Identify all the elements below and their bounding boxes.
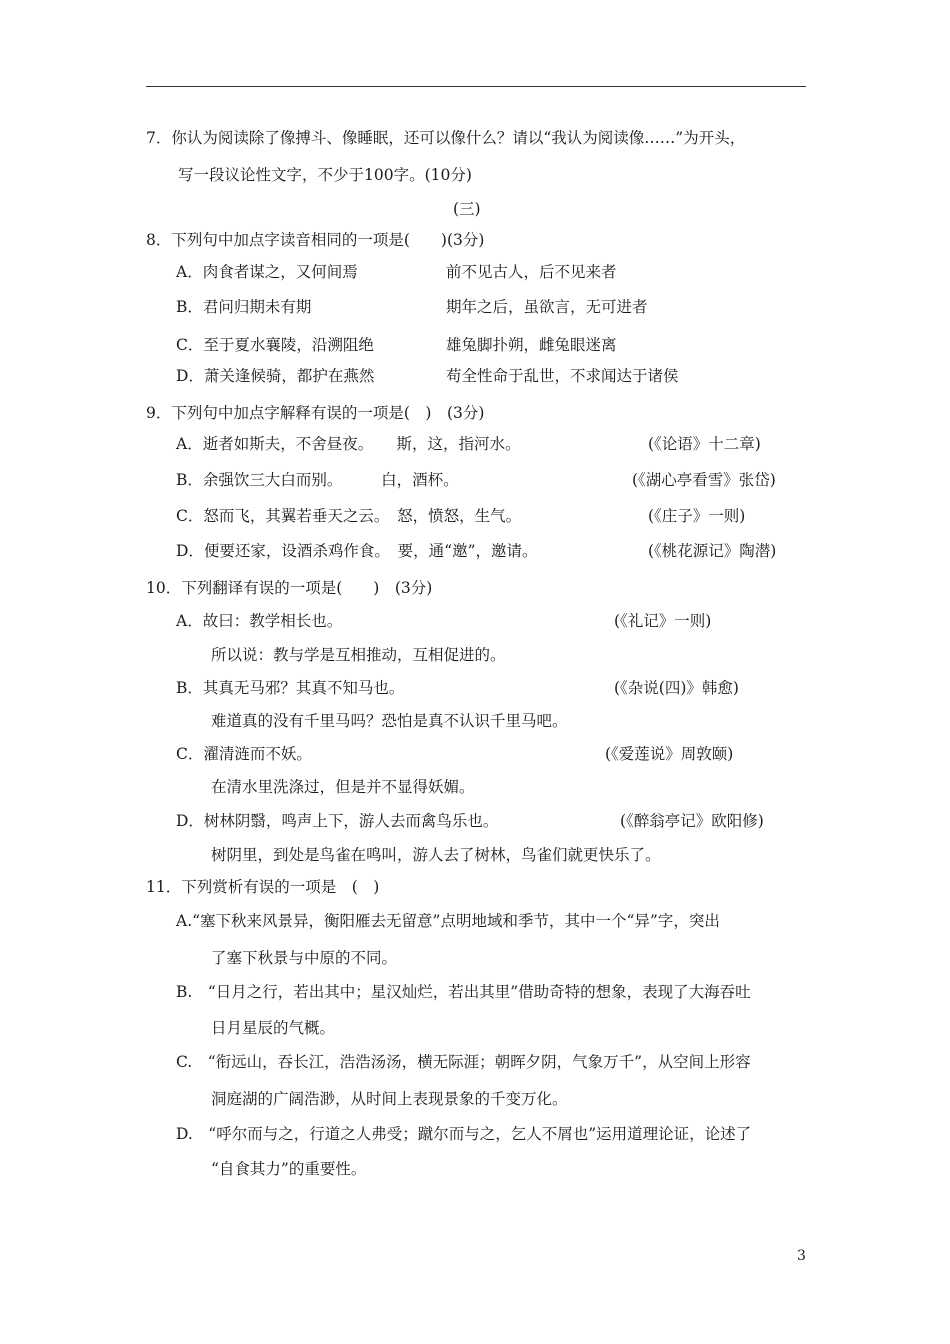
q11-option-c-line1: C. “衔远山，吞长江，浩浩汤汤，横无际涯；朝晖夕阴，气象万千”，从空间上形容	[176, 1053, 751, 1071]
q11-option-a-line2: 了塞下秋景与中原的不同。	[211, 949, 398, 967]
page-number: 3	[797, 1248, 806, 1264]
q9-stem: 9．下列句中加点字解释有误的一项是( ) (3分)	[146, 404, 485, 422]
q11-option-d-line1: D. “呼尔而与之，行道之人弗受；蹴尔而与之，乞人不屑也”运用道理论证，论述了	[176, 1125, 752, 1143]
q8-option-a-left: A．肉食者谋之，又何间焉	[176, 263, 358, 281]
q10-option-d-translation: 树阴里，到处是鸟雀在鸣叫，游人去了树林，鸟雀们就更快乐了。	[211, 846, 661, 864]
q9-option-d-source: (《桃花源记》陶潜)	[648, 542, 777, 560]
q10-option-a-source: (《礼记》一则)	[614, 612, 712, 630]
q10-option-c-translation: 在清水里洗涤过，但是并不显得妖媚。	[211, 778, 475, 796]
q11-stem: 11．下列赏析有误的一项是 ( )	[146, 878, 380, 896]
q10-option-d-source: (《醉翁亭记》欧阳修)	[620, 812, 764, 830]
q11-option-c-line2: 洞庭湖的广阔浩渺，从时间上表现景象的千变万化。	[211, 1090, 568, 1108]
q8-option-c-left: C．至于夏水襄陵，沿溯阻绝	[176, 336, 374, 354]
q9-option-a: A．逝者如斯夫，不舍昼夜。 斯，这，指河水。	[176, 435, 521, 453]
q8-option-d-left: D．萧关逢候骑，都护在燕然	[176, 367, 375, 385]
q9-option-d: D．便要还家，设酒杀鸡作食。 要，通“邀”，邀请。	[176, 542, 538, 560]
q10-option-d: D．树林阴翳，鸣声上下，游人去而禽鸟乐也。	[176, 812, 499, 830]
q10-option-b: B．其真无马邪？其真不知马也。	[176, 679, 405, 697]
q9-option-c-source: (《庄子》一则)	[648, 507, 746, 525]
q11-option-b-line1: B. “日月之行，若出其中；星汉灿烂，若出其里”借助奇特的想象，表现了大海吞吐	[176, 983, 751, 1001]
q8-option-d-right: 苟全性命于乱世，不求闻达于诸侯	[446, 367, 679, 385]
q8-option-b-left: B．君问归期未有期	[176, 298, 312, 316]
q11-option-b-line2: 日月星辰的气概。	[211, 1019, 336, 1037]
q9-option-a-source: (《论语》十二章)	[648, 435, 761, 453]
q8-stem: 8．下列句中加点字读音相同的一项是( )(3分)	[146, 231, 485, 249]
q8-option-b-right: 期年之后，虽欲言，无可进者	[446, 298, 648, 316]
header-rule	[146, 86, 806, 87]
q10-stem: 10．下列翻译有误的一项是( ) (3分)	[146, 579, 433, 597]
q9-option-c: C．怒而飞，其翼若垂天之云。 怒，愤怒，生气。	[176, 507, 522, 525]
q11-option-d-line2: “自食其力”的重要性。	[211, 1160, 367, 1178]
q10-option-c-source: (《爱莲说》周敦颐)	[605, 745, 734, 763]
q8-option-c-right: 雄兔脚扑朔，雌兔眼迷离	[446, 336, 617, 354]
q9-option-b: B．余强饮三大白而别。 白，酒杯。	[176, 471, 459, 489]
q11-option-a-line1: A.“塞下秋来风景异，衡阳雁去无留意”点明地域和季节，其中一个“异”字，突出	[176, 912, 720, 930]
q10-option-b-translation: 难道真的没有千里马吗？恐怕是真不认识千里马吧。	[211, 712, 568, 730]
q8-option-a-right: 前不见古人，后不见来者	[446, 263, 617, 281]
q7-line1: 7．你认为阅读除了像搏斗、像睡眠，还可以像什么？请以“我认为阅读像……”为开头，	[146, 129, 746, 147]
section-title: (三)	[453, 200, 481, 218]
q9-option-b-source: (《湖心亭看雪》张岱)	[632, 471, 776, 489]
q10-option-c: C．濯清涟而不妖。	[176, 745, 312, 763]
q10-option-a: A．故曰：教学相长也。	[176, 612, 343, 630]
q7-line2: 写一段议论性文字，不少于100字。(10分)	[178, 166, 472, 184]
q10-option-a-translation: 所以说：教与学是互相推动，互相促进的。	[211, 646, 506, 664]
q10-option-b-source: (《杂说(四)》韩愈)	[614, 679, 739, 697]
